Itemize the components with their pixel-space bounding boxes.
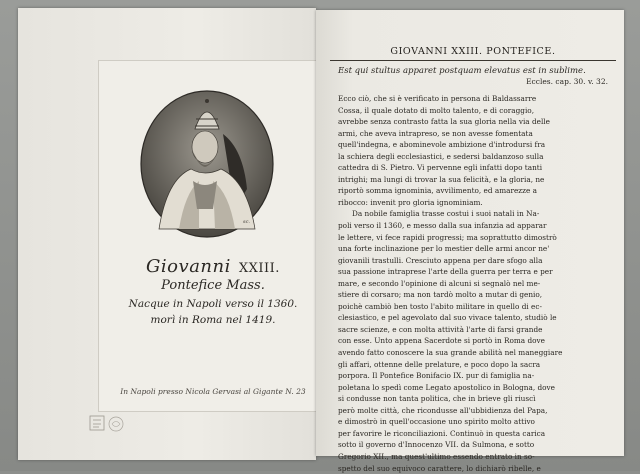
text-line: per favorire le riconciliazioni. Continuò in questa carica bbox=[338, 428, 616, 440]
pope-portrait-engraving bbox=[139, 89, 275, 239]
text-line: ribocco: invenit pro gloria ignominiam. bbox=[338, 197, 616, 209]
text-line: mare, e secondo l'opinione di alcuni si segnalò nel me- bbox=[338, 278, 616, 290]
text-line: e dimostrò in quell'occasione uno spirito molto attivo bbox=[338, 416, 616, 428]
caption-name bbox=[99, 256, 327, 277]
engraving-plate bbox=[98, 60, 328, 412]
text-line: avendo fatto conoscere la sua grande abilità nel maneggiare bbox=[338, 347, 616, 359]
text-line: Cossa, il quale dotato di molto talento, e di coraggio, bbox=[338, 105, 616, 117]
text-line: clesiastico, e pel agevolato dal suo vivace talento, studiò le bbox=[338, 312, 616, 324]
text-line: sua passione intraprese l'arte della guerra per terra e per bbox=[338, 266, 616, 278]
page-header: GIOVANNI XXIII. PONTEFICE. bbox=[328, 46, 618, 57]
text-line: cattedra di S. Pietro. Vi pervenne egli infatti dopo tanti bbox=[338, 162, 616, 174]
text-line: gli affari, ottenne delle prelature, e poco dopo la sacra bbox=[338, 359, 616, 371]
text-line: giovanili trastulli. Cresciuto appena per dare sfogo alla bbox=[338, 255, 616, 267]
text-line: sotto il governo d'Innocenzo VII. da Sulmona, e sotto bbox=[338, 439, 616, 451]
caption-title: Pontefice Mass. bbox=[99, 278, 327, 293]
caption-born: Nacque in Napoli verso il 1360. bbox=[99, 298, 327, 310]
text-line: intrighi; ma lungi di trovar la sua felicità, e la gloria, ne bbox=[338, 174, 616, 186]
biography-text bbox=[338, 93, 616, 474]
text-line: quell'indegna, e abominevole ambizione d'introdursi fra bbox=[338, 139, 616, 151]
text-line: riportò somma ignominia, avvilimento, ed amarezze a bbox=[338, 185, 616, 197]
text-line: poichè cambiò ben tosto l'abito militare in quello di ec- bbox=[338, 301, 616, 313]
text-line: Ecco ciò, che si è verificato in persona di Baldassarre bbox=[338, 93, 616, 105]
text-line: avrebbe senza contrasto fatta la sua gloria nella via delle bbox=[338, 116, 616, 128]
text-line: stiere di corsaro; ma non tardò molto a mutar di genio, bbox=[338, 289, 616, 301]
text-line: le lettere, vi fece rapidi progressi; ma soprattutto dimostrò bbox=[338, 232, 616, 244]
text-line: con esse. Unto appena Sacerdote si portò in Roma dove bbox=[338, 335, 616, 347]
text-line: Da nobile famiglia trasse costui i suoi natali in Na- bbox=[338, 208, 616, 220]
left-page bbox=[18, 8, 316, 460]
text-line: armi, che aveva intrapreso, se non avesse fomentata bbox=[338, 128, 616, 140]
text-line: poli verso il 1360, e messo dalla sua infanzia ad apparar bbox=[338, 220, 616, 232]
text-line: però molte città, che ricondusse all'ubbidienza del Papa, bbox=[338, 405, 616, 417]
text-line: Gregorio XII., ma quest'ultimo essendo entrato in so- bbox=[338, 451, 616, 463]
caption-numeral: XXIII. bbox=[239, 261, 280, 276]
text-line: la schiera degli ecclesiastici, e sedersi baldanzoso sulla bbox=[338, 151, 616, 163]
epigraph-reference: Eccles. cap. 30. v. 32. bbox=[338, 77, 608, 86]
text-line: si condusse non tanta politica, che in brieve gli riuscì bbox=[338, 393, 616, 405]
text-line: poletana lo spedì come Legato apostolico in Bologna, dove bbox=[338, 382, 616, 394]
collector-stamp-icon bbox=[88, 413, 128, 435]
text-line: spetto del suo equivoco carattere, lo dichiarò ribelle, e bbox=[338, 463, 616, 474]
text-line: sacre scienze, e con molta attività l'arte di farsi grande bbox=[338, 324, 616, 336]
svg-text:sc.: sc. bbox=[243, 219, 250, 225]
right-page bbox=[316, 10, 624, 456]
header-rule bbox=[330, 60, 616, 61]
epigraph: Est qui stultus apparet postquam elevatus est in sublime. bbox=[338, 66, 616, 76]
text-line: una forte inclinazione per lo mestier delle armi ancor ne' bbox=[338, 243, 616, 255]
printer-imprint: In Napoli presso Nicola Gervasi al Gigante N. 23 bbox=[99, 387, 327, 396]
caption-died: morì in Roma nel 1419. bbox=[99, 314, 327, 326]
caption-name-text: Giovanni bbox=[146, 256, 231, 277]
text-line: porpora. Il Pontefice Bonifacio IX. pur di famiglia na- bbox=[338, 370, 616, 382]
